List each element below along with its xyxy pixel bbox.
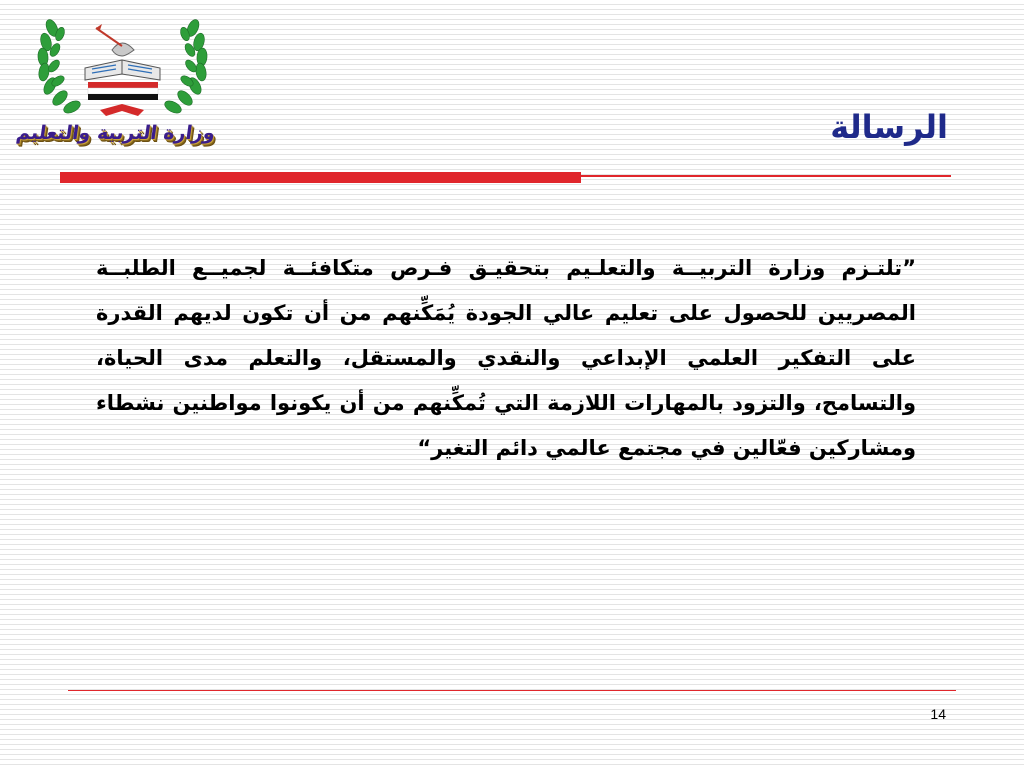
mission-statement: ”تلتـزم وزارة التربيــة والتعلـيم بتحقيـق فـرص متكافئــة لجميــع الطلبــة المصريين للحصول على تعليم عالي الجودة يُمَكِّنهم من أن تكون لديهم القدرة على التفكير العلمي الإبداعي والنقدي والمستقل، والتعلم مدى الحياة، والتسامح، والتزود بالمهارات اللازمة التي تُمكِّنهم من أن يكونوا مواطنين نشطاء ومشاركين فعّالين في مجتمع عالمي دائم التغير“ (96, 256, 916, 460)
ministry-logo-caption: وزارة التربية والتعليم (14, 122, 217, 144)
title-divider-thin (581, 175, 951, 177)
laurel-wreath-icon (30, 10, 215, 125)
title-divider-thick (60, 172, 581, 183)
page-number: 14 (930, 706, 946, 722)
slide-title: الرسالة (830, 108, 948, 146)
ministry-logo (14, 10, 217, 170)
footer-divider (68, 690, 956, 691)
